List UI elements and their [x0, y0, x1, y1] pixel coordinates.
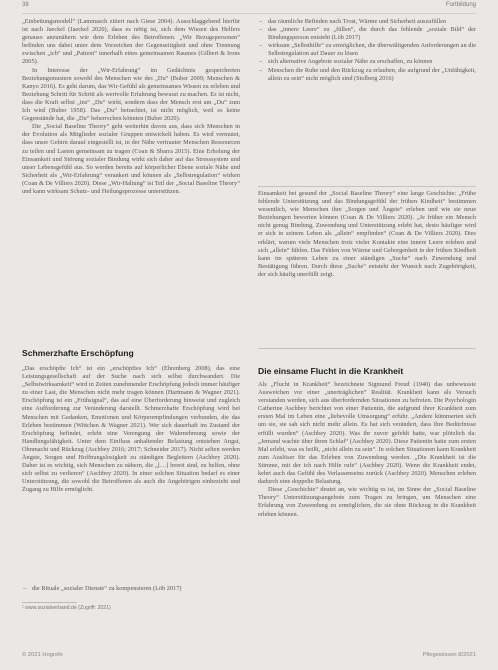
- footer-publisher: © 2021 Hogrefe: [22, 652, 64, 658]
- paragraph: Die „Social Baseline Theory“ geht weiterhin davon aus, dass sich Menschen in der Evolution als Mitglieder sozialer Gruppen entwickelt haben. Es wird vermutet, dass unser Gehirn darauf eingestellt ist, in der Nähe vertrauter Menschen Ressourcen zu teilen und Lasten gemeinsam zu tragen (Coan & Sbarra 2015). Eine Erholung der Einsamkeit und Störung sozialer Bindung wirkt sich daher auf das Stresssystem und unser Lebensgefühl aus. So werden bereits auf körperlicher Ebene soziale Nähe und Sicherheit als „Wir-Erfahrung“ verankert und können als „Selbstregulation“ wirken (Coan & De Villiers 2020). Diese „Wir-Haltung“ ist Teil der „Social Baseline Theory“ und kann wirksam Schutz- und Heilungsprozesse unterstützen.: [22, 123, 240, 195]
- paragraph: „Einbettungsmodell“ (Lammasch zitiert nach Giese 2004). Ausschlaggebend hierfür ist nach Jaeckel (Jaeckel 2020), dass es nötig ist, sich dem Wissen des Helfers genauso anzunähern wie dem Erleben des Betroffenen. „Wir Bezugspersonen“ befinden uns dabei unter dem Vorzeichen der Gegenseitigkeit und ohne Trennung zwischen „ich“ und „Patient“ innerhalb eines gemeinsamen Raumes (Gilbert & Irons 2005).: [22, 18, 240, 66]
- footnote-rule: [22, 602, 77, 603]
- erschoepfung-text: [22, 365, 240, 585]
- bullet-list-right: [258, 18, 476, 83]
- paragraph: In Interesse der „Wir-Erfahrung“ im Gedächtnis gespeicherten Beziehungsmustern sowohl des Menschen wie des „Du“ (Buber 2009; Menschen & Kanyo 2016). Es geht darum, das Wir-Gefühl als gemeinsames Wissen zu erleben und Beziehung Schritt für Schritt als wertvolle Erfahrung bewusst zu machen. Es ist nicht, dass die Kraft selbst „ins“ „Du“ wirkt, sondern dass der Mensch erst am „Du“ zum Ich wird (Buber 1958). Das „Du“ betrachtet, ist nicht möglich, weil es keine Gegenstände hat, die „Du“ beherrschen könnten (Buber 2020).: [22, 66, 240, 123]
- left-intro-text: [22, 18, 240, 336]
- right-section-body: [258, 381, 476, 643]
- left-section-body: [22, 365, 240, 593]
- highlight-text: Einsamkeit bei gesund der „Social Baseline Theory“ eine lange Geschichte: „Frühe fehlende Unterstützung und das Bindungsgefühl der frühen Kindheit“ bestimmen wesentlich, wie Menschen ihre „Sorgen und Ängste“ erleben und wie sie neue Beziehungen bewerten können (Coan & De Villiers 2020). „Je früher ein Mensch nicht genug Bindung, Zuwendung und Unterstützung erlebt hat, desto häufiger wird er sich in seinem Leben als „allein“ empfinden“ (Coan & De Villiers 2020). Dies erklärt, warum viele Menschen trotz vieler Kontakte eine innere Leere erleben und sich „allein“ fühlen. Das Fehlen von Wärme und Geborgenheit in der frühen Kindheit kann im späteren Leben zu einer ständigen „Suche“ nach Zuwendung und Bestätigung führen. Durch diese „Suche“ entsteht der Wunsch nach Zugehörigkeit, der sich häufig unerfüllt zeigt.: [258, 190, 476, 278]
- list-item: – das „innere Leere“ zu „füllen“, die durch das fehlende „soziale Bild“ der Bindungsperson entsteht (Löb 2017): [268, 26, 476, 42]
- list-item: – das räumliche Befinden nach Trost, Wärme und Sicherheit auszufüllen: [268, 18, 476, 26]
- list-item: – die Rituale „sozialer Dienste“ zu kompensieren (Löb 2017): [32, 585, 240, 593]
- list-item: – wirksam „Selbsthilfe“ zu ermöglichen, die überwältigenden Anforderungen an die Selbstregulation auf Dauer zu lösen: [268, 42, 476, 58]
- page-number: 38: [22, 2, 29, 8]
- section-heading-erschoepfung: Schmerzhafte Erschöpfung: [22, 348, 134, 358]
- right-column: [258, 18, 476, 83]
- header-rule: [22, 13, 476, 14]
- section-heading-flucht: Die einsame Flucht in die Krankheit: [258, 366, 404, 376]
- paragraph: „Das erschöpfte Ich“ ist ein „erschöpftes Ich“ (Ehrenberg 2008), das eine Leistungsgesellschaft auf der Suche nach sich selbst durchwandert. Die „Selbstwirksamkeit“ wird in Zeiten zunehmender Erschöpfung jedoch immer häufiger zu einer Last, die Menschen nicht mehr tragen können (Hartmann & Wagner 2021). Erschöpfung ist ein „Frühsignal“, das auf eine Überforderung hinweist und zugleich eine Aufforderung zur Veränderung darstellt. Schmerzhafte Erschöpfung wird bei Menschen mit Gedanken, Emotionen und Körperempfindungen verbunden, die das Erleben bestimmen (Wittchen & Wagner 2021). Wer sich dauerhaft im Zustand der Erschöpfung befindet, erlebt eine Verengung der Wahrnehmung sowie der Handlungsfähigkeit. Unter dem Einfluss anhaltender Belastung entstehen Angst, Ohnmacht und Rückzug (Aschbey 2016; 2017; Schneider 2017). Nicht selten werden Ängste, Sorgen und Hoffnungslosigkeit zu ständigen Begleitern (Aschbey 2020). Daher ist es wichtig, sich Menschen zu nähern, die „[…] bereit sind, zu helfen, ohne sich selbst zu verlieren“ (Aschbey 2020). In einer solchen Situation bedarf es einer Unterstützung, die sowohl die Betroffenen als auch die Angehörigen einbezieht und Zugang zu Hilfe ermöglicht.: [22, 365, 240, 494]
- paragraph: Als „Flucht in Krankheit“ bezeichnete Sigmund Freud (1940) das unbewusste Ausweichen vor einer „unerträglichen“ Realität. Krankheit kann als Versuch verstanden werden, sich aus überfordernden Situationen zu befreien. Die Psychologin Catherine Aschbey berichtet von einer Patientin, die aufgrund ihrer Krankheit zum ersten Mal im Leben eine „liebevolle Umsorgung“ erfuhr. „Andere kümmerten sich um sie, sie sah sich nicht mehr allein. Es hat sich verändert, dass ihre Bedürfnisse erfüllt wurden“ (Aschbey 2020). Was ihr zuvor gefehlt hatte, war plötzlich da: „Jemand wachte über ihren Schlaf“ (Aschbey 2020). Diese Patientin hatte zum ersten Mal erlebt, was es heißt, „nicht allein zu sein“. In solchen Situationen kann Krankheit zum Auslöser für das Erleben von Zuwendung werden. „Die Krankheit ist die Stimme, mit der ich nach Hilfe rufe“ (Aschbey 2020). Wenn die Krankheit endet, kehrt auch das Gefühl des Verlassenseins zurück (Aschbey 2020). Menschen erleben dadurch eine doppelte Belastung.: [258, 381, 476, 486]
- paragraph: Diese „Geschichte“ deutet an, wie wichtig es ist, im Sinne der „Social Baseline Theory“ Unterstützungsangebote zum Tragen zu bringen, um Menschen eine Erfahrung von Zuwendung zu ermöglichen, die sie ohne Rückzug in die Krankheit erleben können.: [258, 486, 476, 518]
- list-item: – sich alternative Angebote sozialer Nähe zu erschaffen, zu können: [268, 58, 476, 66]
- page-header: [22, 2, 476, 12]
- flucht-text: [258, 381, 476, 643]
- list-item: – Menschen die Ruhe und den Rückzug zu erlauben, die aufgrund der „Unfähigkeit, allein zu sein“ nicht möglich sind (Stolberg 2016): [268, 67, 476, 83]
- footer-issue: Pflegewissen 8/2021: [422, 652, 476, 658]
- bullet-list-left: [22, 585, 240, 593]
- page-footer: [22, 652, 476, 662]
- journal-name: Fortbildung: [445, 2, 476, 8]
- highlight-box: [258, 186, 476, 349]
- footnote: ¹ www.sozialverband.de (Zugriff: 2021): [22, 605, 111, 611]
- left-column: [22, 18, 240, 336]
